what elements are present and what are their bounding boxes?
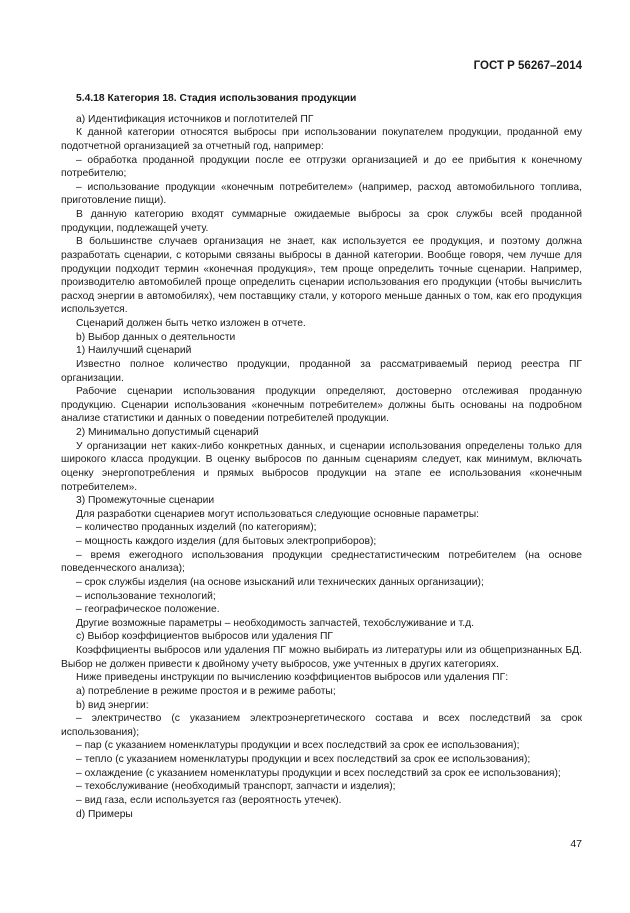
list-item: – электричество (с указанием электроэнергетического состава и всех последствий за срок использования); [61, 713, 582, 738]
list-item: – географическое положение. [76, 604, 220, 616]
page-body [61, 92, 582, 821]
paragraph: а) Идентификация источников и поглотителей ПГ [76, 113, 314, 125]
paragraph: Ниже приведены инструкции по вычислению коэффициентов выбросов или удаления ПГ: [76, 672, 509, 684]
paragraph: Для разработки сценариев могут использоваться следующие основные параметры: [76, 508, 479, 520]
paragraph: Известно полное количество продукции, проданной за рассматриваемый период реестра ПГ организации. [61, 358, 582, 384]
paragraph: В большинстве случаев организация не знает, как используется ее продукция, и поэтому должна разработать сценарии, с которыми связаны выбросы в данной категории. Вообще говоря, чем лучше для продукции подходит термин «конечная продукция», тем проще определить точные сценарии. Например, производителю автомобилей проще определить сценарии использования его продукции (чтобы вычислить расход энергии в автомобилях), чем поставщику стали, у которого меньше данных о том, как его продукция используется. [61, 236, 582, 316]
paragraph: Другие возможные параметры – необходимость запчастей, техобслуживание и т.д. [76, 617, 474, 629]
list-item: а) потребление в режиме простоя и в режиме работы; [76, 685, 336, 697]
list-item: – техобслуживание (необходимый транспорт, запчасти и изделия); [76, 781, 396, 793]
subheading: 3) Промежуточные сценарии [76, 495, 215, 507]
paragraph: К данной категории относятся выбросы при использовании покупателем продукции, проданной ему подотчетной организацией за отчетный год, например: [61, 127, 582, 152]
paragraph: Рабочие сценарии использования продукции определяют, достоверно отслеживая проданную продукцию. Сценарии использования «конечным потребителем» должны быть основаны на подробном анализе статистики и данных о поведении потребителей продукции. [61, 386, 582, 425]
section-title: 5.4.18 Категория 18. Стадия использования продукции [76, 93, 357, 104]
list-item: – мощность каждого изделия (для бытовых электроприборов); [76, 536, 377, 547]
page-number: 47 [570, 838, 582, 850]
list-item: – использование технологий; [76, 590, 216, 602]
list-item: – количество проданных изделий (по категориям); [76, 522, 317, 534]
list-item: b) вид энергии: [76, 699, 149, 711]
paragraph: Коэффициенты выбросов или удаления ПГ можно выбирать из литературы или из общепризнанных БД. Выбор не должен привести к двойному учету выбросов, уже учтенных в других категориях. [61, 645, 582, 670]
list-item: – срок службы изделия (на основе изысканий или технических данных организации); [76, 576, 484, 588]
list-item: – пар (с указанием номенклатуры продукции и всех последствий за срок ее использования); [76, 740, 520, 752]
list-item: – вид газа, если используется газ (вероятность утечек). [76, 794, 342, 806]
subheading: 1) Наилучший сценарий [76, 345, 192, 357]
list-item: – время ежегодного использования продукции среднестатистическим потребителем (на основе поведенческого анализа); [61, 549, 582, 575]
subheading: с) Выбор коэффициентов выбросов или удаления ПГ [76, 631, 333, 643]
list-item: – использование продукции «конечным потребителем» (например, расход автомобильного топлива, приготовление пищи). [61, 181, 582, 207]
list-item: – обработка проданной продукции после ее отгрузки организацией и до ее прибытия к конечному потребителю; [61, 154, 582, 180]
subheading: d) Примеры [76, 808, 133, 820]
list-item: – охлаждение (с указанием номенклатуры продукции и всех последствий за срок ее использования); [76, 767, 561, 779]
paragraph: У организации нет каких-либо конкретных данных, и сценарии использования определены только для широкого класса продукции. В оценку выбросов по данным сценариям следует, как минимум, включать оценку энергопотребления и прямых выбросов продукции на этапе ее использования «конечным потребителем». [61, 440, 582, 493]
standard-designation: ГОСТ Р 56267–2014 [473, 60, 582, 72]
list-item: – тепло (с указанием номенклатуры продукции и всех последствий за срок ее использования); [76, 754, 531, 765]
paragraph: Сценарий должен быть четко изложен в отчете. [76, 318, 306, 329]
paragraph: В данную категорию входят суммарные ожидаемые выбросы за срок службы всей проданной продукции, подлежащей учету. [61, 209, 582, 234]
subheading: 2) Минимально допустимый сценарий [76, 427, 259, 438]
subheading: b) Выбор данных о деятельности [76, 331, 236, 343]
